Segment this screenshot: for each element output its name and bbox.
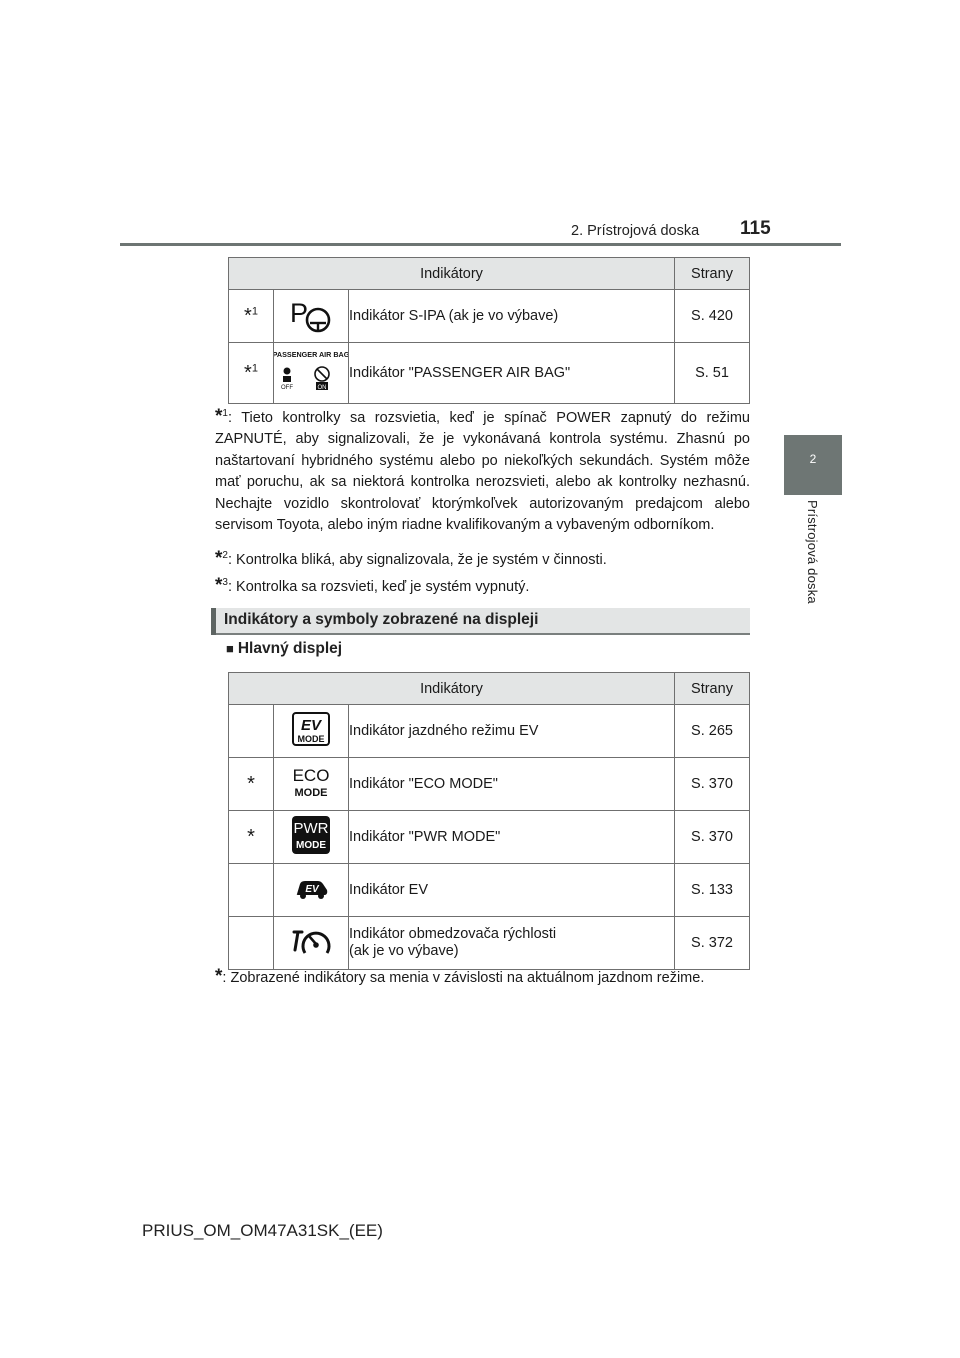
row-mark: *$^1$ — [229, 290, 274, 343]
section-heading: 2. Prístrojová doska — [571, 223, 700, 239]
table-row — [229, 290, 750, 343]
ev-mode-icon — [274, 705, 349, 758]
row-mark: * — [229, 811, 274, 864]
table-row — [229, 811, 750, 864]
table-header-row — [229, 673, 750, 705]
speed-limiter-icon — [274, 917, 349, 970]
footnote-2: *$^2$: Kontrolka bliká, aby signalizovala, že je systém v činnosti. — [215, 547, 607, 569]
table-row — [229, 917, 750, 970]
row-mark — [229, 705, 274, 758]
header-divider — [120, 243, 841, 246]
document-code: PRIUS_OM_OM47A31SK_(EE) — [142, 1221, 383, 1240]
table-header-row — [229, 258, 750, 290]
column-header-indicators: Indikátory — [229, 673, 675, 705]
row-mark — [229, 917, 274, 970]
row-description: Indikátor "ECO MODE" — [349, 758, 675, 811]
row-page-ref: S. 265 — [675, 705, 750, 758]
column-header-pages: Strany — [675, 673, 750, 705]
eco-mode-icon — [274, 758, 349, 811]
chapter-tab-number: 2 — [809, 452, 817, 466]
subsection-title: ■ Hlavný displej — [226, 640, 343, 657]
row-description: Indikátor EV — [349, 864, 675, 917]
row-description: Indikátor S-IPA (ak je vo výbave) — [349, 290, 675, 343]
row-mark: *$^1$ — [229, 343, 274, 404]
square-bullet-icon: ■ — [226, 641, 234, 656]
row-page-ref: S. 51 — [675, 343, 750, 404]
row-page-ref: S. 372 — [675, 917, 750, 970]
row-page-ref: S. 370 — [675, 758, 750, 811]
svg-text:PWR: PWR — [293, 820, 329, 837]
row-description: Indikátor jazdného režimu EV — [349, 705, 675, 758]
svg-text:EV: EV — [300, 717, 322, 734]
indicator-table-2 — [228, 672, 750, 970]
table-row — [229, 758, 750, 811]
section-title: Indikátory a symboly zobrazené na displeji — [224, 611, 539, 628]
svg-text:MODE: MODE — [296, 840, 326, 851]
ev-indicator-icon — [274, 864, 349, 917]
row-description: Indikátor obmedzovača rýchlosti (ak je vo výbave) — [349, 917, 675, 970]
indicator-table-1 — [228, 257, 750, 404]
svg-text:ON: ON — [317, 385, 327, 391]
page-number: 115 — [740, 218, 771, 239]
chapter-tab-title: Prístrojová doska — [805, 500, 820, 604]
row-page-ref: S. 370 — [675, 811, 750, 864]
column-header-pages: Strany — [675, 258, 750, 290]
row-page-ref: S. 133 — [675, 864, 750, 917]
svg-text:P: P — [290, 298, 309, 328]
passenger-airbag-icon — [274, 343, 349, 404]
svg-text:OFF: OFF — [281, 385, 293, 391]
svg-text:EV: EV — [305, 884, 319, 895]
table-row — [229, 705, 750, 758]
section-header-bar — [211, 608, 216, 635]
svg-text:ECO: ECO — [292, 766, 330, 785]
table-row — [229, 343, 750, 404]
row-mark: * — [229, 758, 274, 811]
row-description: Indikátor "PASSENGER AIR BAG" — [349, 343, 675, 404]
row-description: Indikátor "PWR MODE" — [349, 811, 675, 864]
pwr-mode-icon — [274, 811, 349, 864]
row-mark — [229, 864, 274, 917]
footnote-display: *: Zobrazené indikátory sa menia v závislosti na aktuálnom jazdnom režime. — [215, 966, 705, 987]
s-ipa-icon — [274, 290, 349, 343]
row-page-ref: S. 420 — [675, 290, 750, 343]
column-header-indicators: Indikátory — [229, 258, 675, 290]
footnote-3: *$^3$: Kontrolka sa rozsvieti, keď je systém vypnutý. — [215, 574, 530, 596]
svg-text:MODE: MODE — [294, 787, 328, 799]
svg-text:PASSENGER AIR BAG: PASSENGER AIR BAG — [274, 350, 348, 359]
footnote-1: *$^1$: Tieto kontrolky sa rozsvietia, keď je spínač POWER zapnutý do režimu ZAPNUTÉ, aby signalizovali, že je vykonávaná kontrola systému. Zhasnú po naštartovaní hybridného systému alebo po niekoľkých sekundách. Systém môže mať poruchu, ak sa niektorá kontrolka nerozsvieti, alebo ak kontrolky nezhasnú. Nechajte vozidlo skontrolovať ktorýmkoľvek autorizovaným predajcom alebo servisom Toyota, alebo iným riadne kvalifikovaným a vybaveným odborníkom. — [215, 405, 750, 534]
svg-text:MODE: MODE — [297, 734, 325, 744]
table-row — [229, 864, 750, 917]
